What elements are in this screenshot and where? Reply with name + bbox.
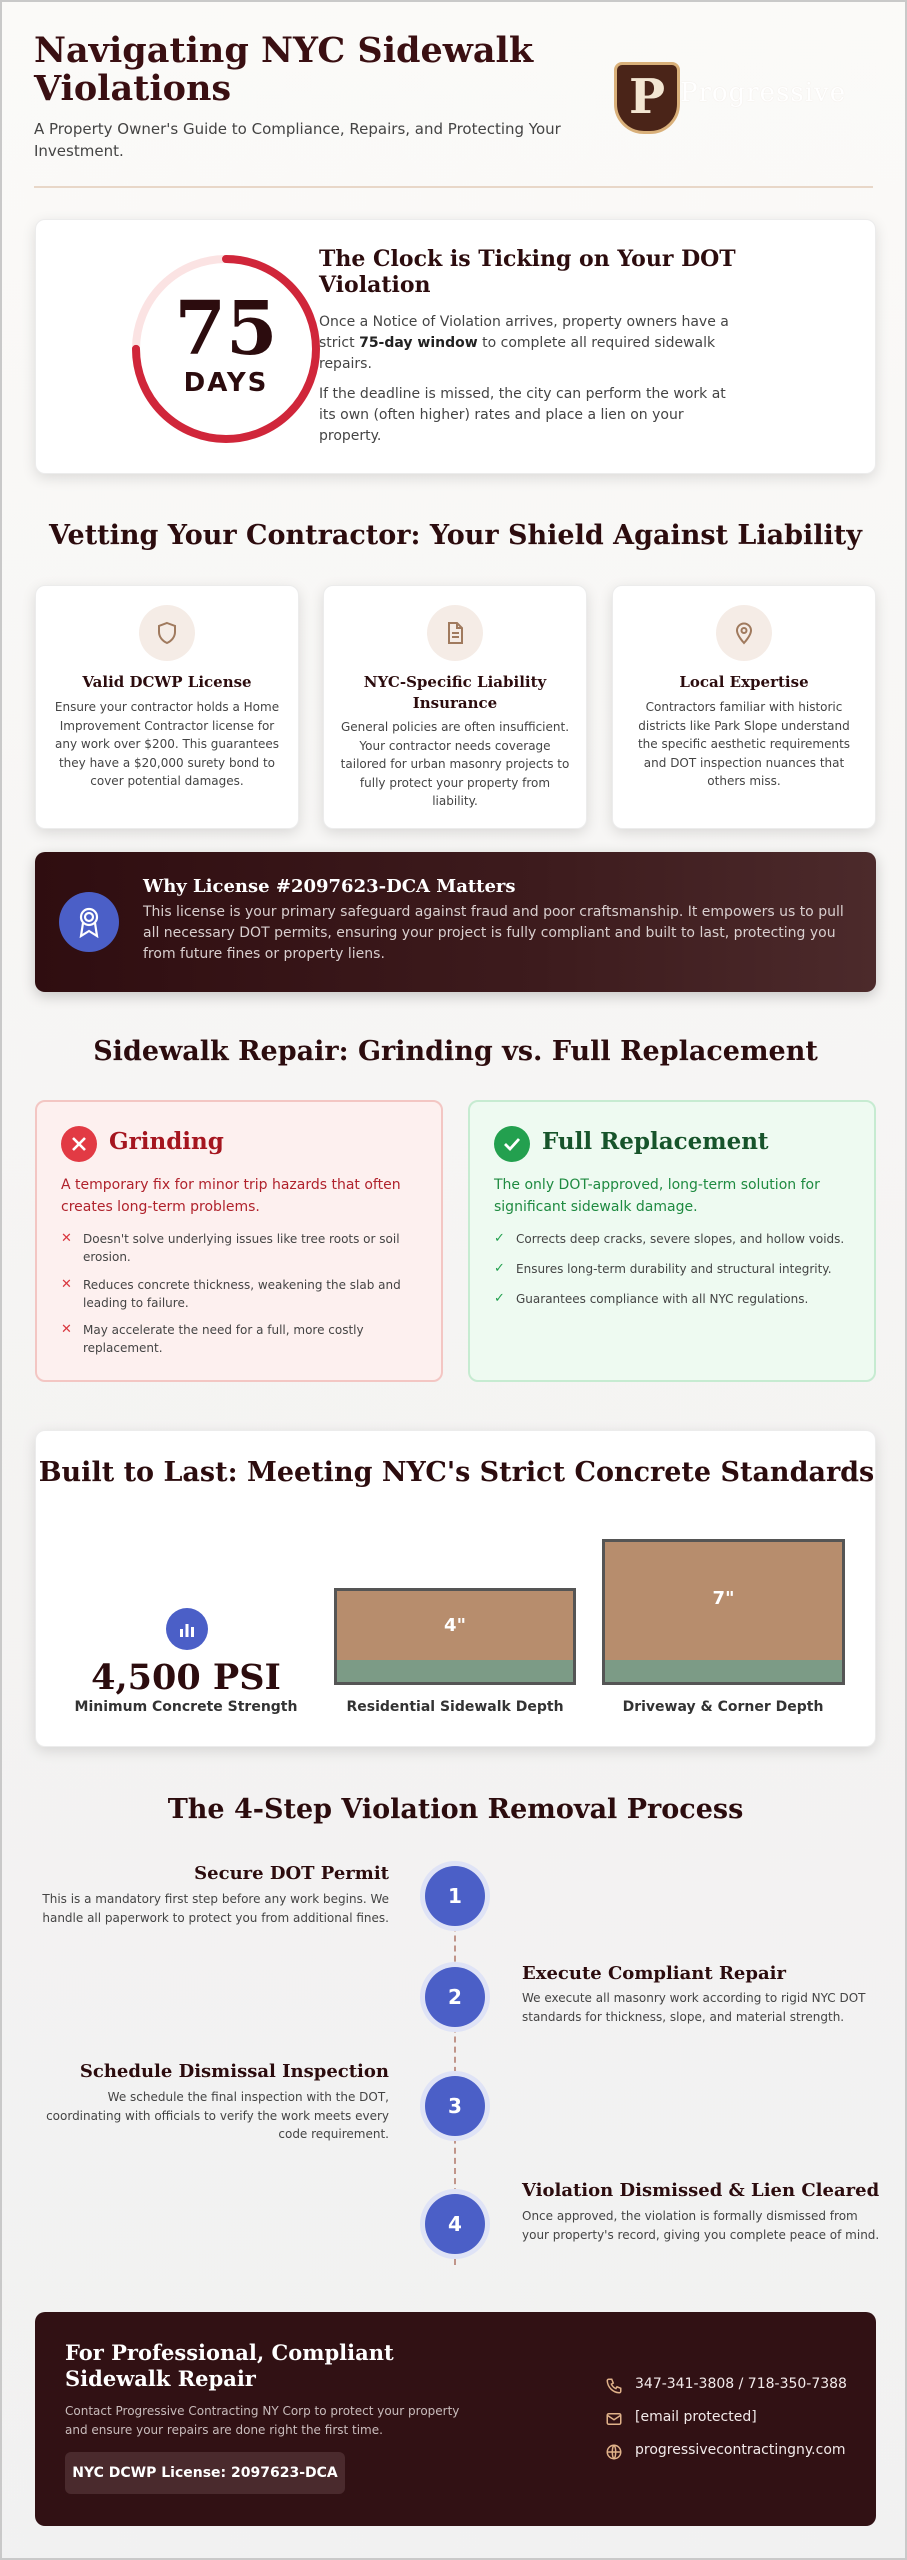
x-circle-icon	[61, 1126, 97, 1162]
list-item: ✓ Corrects deep cracks, severe slopes, and hollow voids.	[494, 1231, 845, 1246]
contact-footer	[35, 2312, 876, 2526]
check-icon: ✓	[494, 1231, 505, 1246]
driveway-depth: 7"	[712, 1588, 735, 1609]
concrete-standards-card	[35, 1430, 876, 1747]
list-item: ✕ Reduces concrete thickness, weakening the slab and leading to failure.	[61, 1277, 401, 1310]
deadline-card	[35, 219, 876, 474]
bar-chart-icon	[166, 1608, 208, 1650]
grinding-box	[35, 1100, 443, 1382]
contact-website[interactable]: progressivecontractingny.com	[605, 2442, 846, 2458]
step-4-text: Once approved, the violation is formally dismissed from your property's record, giving you complete peace of mind.	[522, 2209, 880, 2242]
list-item: ✓ Ensures long-term durability and structural integrity.	[494, 1261, 832, 1276]
vetting-card-text: General policies are often insufficient. Your contractor needs coverage tailored for urban masonry projects to fully protect your property from liability.	[340, 720, 570, 808]
replacement-lead: The only DOT-approved, long-term solution for significant sidewalk damage.	[494, 1177, 820, 1215]
company-logo[interactable]	[614, 58, 884, 138]
residential-depth: 4"	[444, 1615, 466, 1636]
driveway-slab	[602, 1539, 845, 1685]
deadline-emphasis: 75-day window	[359, 335, 478, 351]
header-divider	[34, 186, 873, 188]
step-3-title: Schedule Dismissal Inspection	[79, 2061, 389, 2082]
vetting-card-expertise	[612, 585, 876, 829]
page-title: Navigating NYC Sidewalk Violations	[34, 30, 534, 109]
document-icon	[427, 605, 483, 661]
residential-label: Residential Sidewalk Depth	[346, 1699, 564, 1715]
step-1-badge: 1	[425, 1866, 485, 1926]
logo-text: Progressive	[680, 78, 847, 108]
footer-heading: For Professional, Compliant Sidewalk Repair	[65, 2340, 394, 2391]
step-2-title: Execute Compliant Repair	[522, 1963, 786, 1984]
countdown-unit: DAYS	[183, 368, 269, 398]
check-icon: ✓	[494, 1261, 505, 1276]
countdown-number: 75	[174, 286, 278, 372]
x-icon: ✕	[61, 1231, 72, 1246]
concrete-heading: Built to Last: Meeting NYC's Strict Concrete Standards	[38, 1457, 875, 1488]
step-2-text: We execute all masonry work according to rigid NYC DOT standards for thickness, slope, and material strength.	[522, 1991, 866, 2024]
list-item: ✓ Guarantees compliance with all NYC regulations.	[494, 1291, 809, 1306]
shield-icon	[139, 605, 195, 661]
license-banner	[35, 852, 876, 992]
globe-icon	[605, 2443, 623, 2461]
phone-icon	[605, 2377, 623, 2395]
vetting-card-license	[35, 585, 299, 829]
location-pin-icon	[716, 605, 772, 661]
logo-emblem: P	[614, 62, 680, 134]
vetting-card-text: Contractors familiar with historic districts like Park Slope understand the specific aesthetic requirements and DOT inspection nuances that others miss.	[637, 700, 851, 788]
deadline-heading: The Clock is Ticking on Your DOT Violation	[319, 246, 736, 298]
replacement-title: Full Replacement	[542, 1128, 769, 1155]
process-heading: The 4-Step Violation Removal Process	[167, 1794, 744, 1825]
award-ribbon-icon	[59, 892, 119, 952]
license-badge: NYC DCWP License: 2097623-DCA	[65, 2452, 345, 2494]
step-3-text: We schedule the final inspection with the DOT, coordinating with officials to verify the work meets every code requirement.	[46, 2090, 389, 2141]
vetting-heading: Vetting Your Contractor: Your Shield Against Liability	[49, 520, 862, 551]
contact-phone[interactable]: 347-341-3808 / 718-350-7388	[605, 2376, 847, 2392]
vetting-card-title: NYC-Specific Liability Insurance	[363, 673, 547, 712]
step-1-text: This is a mandatory first step before any work begins. We handle all paperwork to protect you from additional fines.	[42, 1892, 389, 1925]
deadline-warning-text: If the deadline is missed, the city can perform the work at its own (often higher) rates and place a lien on your property.	[319, 386, 726, 444]
check-circle-icon	[494, 1126, 530, 1162]
vetting-card-title: Local Expertise	[679, 673, 809, 691]
driveway-label: Driveway & Corner Depth	[622, 1699, 824, 1715]
step-4-badge: 4	[425, 2194, 485, 2254]
x-icon: ✕	[61, 1277, 72, 1292]
license-banner-heading: Why License #2097623-DCA Matters	[143, 876, 516, 897]
x-icon: ✕	[61, 1322, 72, 1337]
footer-text: Contact Progressive Contracting NY Corp to protect your property and ensure your repairs are done right the first time.	[65, 2404, 460, 2437]
psi-value: 4,500 PSI	[91, 1657, 281, 1698]
grinding-title: Grinding	[109, 1128, 224, 1155]
contact-email[interactable]: [email protected]	[605, 2409, 757, 2425]
step-4-title: Violation Dismissed & Lien Cleared	[522, 2180, 880, 2201]
step-1-title: Secure DOT Permit	[194, 1863, 389, 1884]
step-3-badge: 3	[425, 2076, 485, 2136]
comparison-heading: Sidewalk Repair: Grinding vs. Full Replacement	[93, 1036, 818, 1067]
check-icon: ✓	[494, 1291, 505, 1306]
list-item: ✕ Doesn't solve underlying issues like tree roots or soil erosion.	[61, 1231, 400, 1264]
grinding-lead: A temporary fix for minor trip hazards that often creates long-term problems.	[61, 1177, 401, 1215]
replacement-box	[468, 1100, 876, 1382]
vetting-card-text: Ensure your contractor holds a Home Improvement Contractor license for any work over $200. This guarantees they have a $20,000 surety bond to cover potential damages.	[54, 700, 280, 788]
page-subtitle: A Property Owner's Guide to Compliance, Repairs, and Protecting Your Investment.	[34, 120, 561, 160]
license-banner-text: This license is your primary safeguard against fraud and poor craftsmanship. It empowers us to pull all necessary DOT permits, ensuring your project is fully compliant and built to last, protecting you from future fines or property liens.	[143, 904, 844, 962]
vetting-card-insurance	[323, 585, 587, 829]
list-item: ✕ May accelerate the need for a full, more costly replacement.	[61, 1322, 364, 1355]
vetting-card-title: Valid DCWP License	[82, 673, 252, 691]
deadline-text: Once a Notice of Violation arrives, property owners have a strict 75-day window to complete all required sidewalk repairs.	[319, 314, 729, 372]
residential-slab	[334, 1588, 576, 1685]
psi-label: Minimum Concrete Strength	[74, 1699, 298, 1715]
envelope-icon	[605, 2410, 623, 2428]
step-2-badge: 2	[425, 1967, 485, 2027]
